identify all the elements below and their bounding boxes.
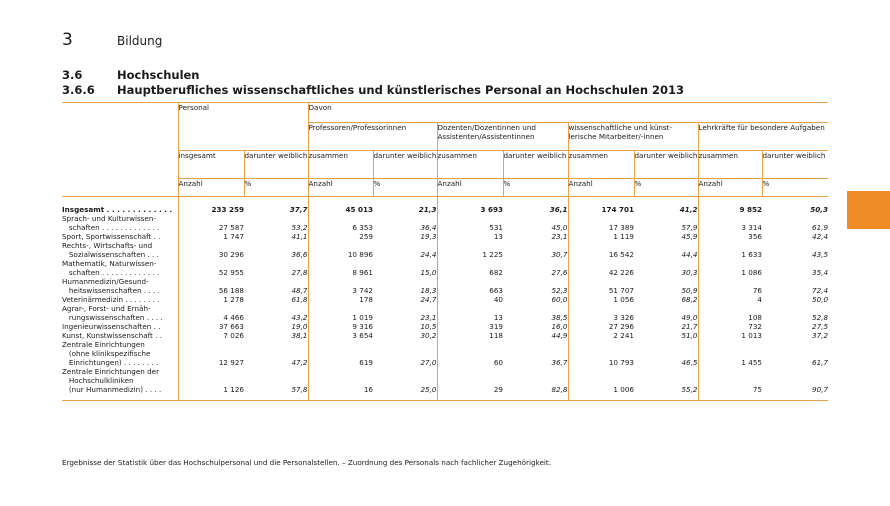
table-body xyxy=(62,205,828,394)
cell-count: 3 693 xyxy=(437,205,503,214)
cell-count: 30 296 xyxy=(178,241,244,259)
row-label-line: Einrichtungen) . . . . . . . . xyxy=(62,358,159,367)
header-group-dozenten: Dozenten/Dozentinnen und Assistenten/Assistentinnen xyxy=(437,123,568,151)
cell-count: 356 xyxy=(698,232,762,241)
cell-count: 3 654 xyxy=(308,331,373,340)
cell-percent: 27,8 xyxy=(291,268,308,277)
cell-percent: 42,4 xyxy=(812,232,829,241)
header-group-lehrkraefte: Lehrkräfte für besondere Aufgaben xyxy=(698,123,828,151)
cell-percent: 10,5 xyxy=(420,322,437,331)
cell-count: 259 xyxy=(308,232,373,241)
cell-percent: 72,4 xyxy=(812,286,829,295)
row-label-line: Sozialwissenschaften . . . xyxy=(62,250,159,259)
header-zusammen: zusammen xyxy=(568,151,634,179)
header-zusammen: zusammen xyxy=(698,151,762,179)
cell-percent: 51,0 xyxy=(681,331,698,340)
cell-percent: 25,0 xyxy=(420,385,437,394)
cell-count: 1 019 xyxy=(308,304,373,322)
row-label xyxy=(62,367,178,394)
cell-count: 3 314 xyxy=(698,214,762,232)
table-row xyxy=(62,214,828,232)
cell-count: 56 188 xyxy=(178,277,244,295)
cell-percent: 50,3 xyxy=(810,205,829,214)
cell-percent: 21,7 xyxy=(681,322,698,331)
cell-count: 17 389 xyxy=(568,214,634,232)
cell-count: 37 663 xyxy=(178,322,244,331)
cell-count: 8 961 xyxy=(308,259,373,277)
cell-percent: 21,3 xyxy=(418,205,437,214)
chapter-title: Bildung xyxy=(117,34,163,48)
cell-percent: 41,2 xyxy=(679,205,698,214)
row-label xyxy=(62,259,178,277)
cell-percent: 57,9 xyxy=(681,223,698,232)
row-label-line: Zentrale Einrichtungen der xyxy=(62,367,160,376)
cell-count: 682 xyxy=(437,259,503,277)
header-darunter: darunter weiblich xyxy=(634,151,698,179)
table-row xyxy=(62,322,828,331)
cell-count: 1 119 xyxy=(568,232,634,241)
cell-count: 10 793 xyxy=(568,340,634,367)
cell-percent: 38,1 xyxy=(291,331,308,340)
cell-percent: 57,8 xyxy=(291,385,308,394)
chapter-number: 3 xyxy=(62,30,73,50)
row-label-line: (ohne klinikspezifische xyxy=(62,349,151,358)
header-darunter: darunter weiblich xyxy=(762,151,828,179)
cell-percent: 52,8 xyxy=(812,313,829,322)
cell-percent: 68,2 xyxy=(681,295,698,304)
chapter-tab-marker xyxy=(847,191,890,229)
cell-count: 16 xyxy=(308,367,373,394)
header-unit-pct: % xyxy=(244,179,308,197)
cell-count: 1 225 xyxy=(437,241,503,259)
row-label-line: Zentrale Einrichtungen xyxy=(62,340,145,349)
row-label-line: (nur Humanmedizin) . . . . xyxy=(62,385,162,394)
cell-percent: 27,5 xyxy=(812,322,829,331)
row-label-line: schaften . . . . . . . . . . . . . xyxy=(62,223,160,232)
row-label xyxy=(62,205,178,214)
cell-percent: 36,1 xyxy=(549,205,568,214)
cell-count: 3 742 xyxy=(308,277,373,295)
row-label-line: Sport, Sportwissenschaft . . xyxy=(62,232,161,241)
cell-percent: 15,0 xyxy=(420,268,437,277)
cell-percent: 19,0 xyxy=(291,322,308,331)
cell-percent: 16,0 xyxy=(551,322,568,331)
cell-percent: 38,5 xyxy=(551,313,568,322)
cell-count: 76 xyxy=(698,277,762,295)
cell-percent: 61,7 xyxy=(812,358,829,367)
cell-count: 319 xyxy=(437,322,503,331)
header-zusammen: zusammen xyxy=(437,151,503,179)
cell-count: 75 xyxy=(698,367,762,394)
cell-percent: 19,3 xyxy=(420,232,437,241)
row-label xyxy=(62,232,178,241)
cell-count: 531 xyxy=(437,214,503,232)
subsection-title: Hauptberufliches wissenschaftliches und künstlerisches Personal an Hochschulen 2013 xyxy=(117,83,685,97)
cell-count: 10 896 xyxy=(308,241,373,259)
cell-percent: 37,2 xyxy=(812,331,829,340)
cell-percent: 53,2 xyxy=(291,223,308,232)
cell-percent: 60,0 xyxy=(551,295,568,304)
cell-percent: 18,3 xyxy=(420,286,437,295)
table-row xyxy=(62,232,828,241)
header-insgesamt: insgesamt xyxy=(178,151,244,179)
row-label-line: Hochschulkliniken xyxy=(62,376,134,385)
cell-percent: 61,8 xyxy=(291,295,308,304)
table-row xyxy=(62,277,828,295)
header-davon: Davon xyxy=(308,103,828,123)
cell-count: 6 353 xyxy=(308,214,373,232)
table-header xyxy=(62,103,828,206)
cell-count: 1 056 xyxy=(568,295,634,304)
cell-percent: 35,4 xyxy=(812,268,829,277)
row-label-line: Mathematik, Naturwissen- xyxy=(62,259,157,268)
cell-count: 1 086 xyxy=(698,259,762,277)
cell-count: 1 455 xyxy=(698,340,762,367)
cell-percent: 27,6 xyxy=(551,268,568,277)
cell-count: 27 296 xyxy=(568,322,634,331)
cell-count: 178 xyxy=(308,295,373,304)
cell-percent: 43,2 xyxy=(291,313,308,322)
header-darunter: darunter weiblich xyxy=(244,151,308,179)
cell-count: 52 955 xyxy=(178,259,244,277)
row-label-line: Agrar-, Forst- und Ernäh- xyxy=(62,304,151,313)
row-label-line: Ingenieurwissenschaften . . xyxy=(62,322,161,331)
cell-percent: 30,7 xyxy=(551,250,568,259)
cell-count: 619 xyxy=(308,340,373,367)
row-label xyxy=(62,295,178,304)
cell-count: 4 xyxy=(698,295,762,304)
row-label-line: rungswissenschaften . . . . xyxy=(62,313,163,322)
header-unit-anzahl: Anzahl xyxy=(568,179,634,197)
cell-percent: 27,0 xyxy=(420,358,437,367)
header-unit-anzahl: Anzahl xyxy=(698,179,762,197)
cell-count: 9 852 xyxy=(698,205,762,214)
cell-count: 233 259 xyxy=(178,205,244,214)
cell-count: 108 xyxy=(698,304,762,322)
cell-count: 13 xyxy=(437,232,503,241)
header-unit-anzahl: Anzahl xyxy=(437,179,503,197)
cell-percent: 30,3 xyxy=(681,268,698,277)
cell-percent: 82,8 xyxy=(551,385,568,394)
row-label-line: Rechts-, Wirtschafts- und xyxy=(62,241,153,250)
cell-percent: 45,9 xyxy=(681,232,698,241)
row-label-line: Insgesamt . . . . . . . . . . . . . xyxy=(62,205,173,214)
row-label xyxy=(62,214,178,232)
row-label-line: Sprach- und Kulturwissen- xyxy=(62,214,156,223)
header-group-professoren: Professoren/Professorinnen xyxy=(308,123,437,151)
cell-count: 12 927 xyxy=(178,340,244,367)
table-row xyxy=(62,304,828,322)
cell-count: 1 126 xyxy=(178,367,244,394)
cell-count: 60 xyxy=(437,340,503,367)
cell-percent: 24,7 xyxy=(420,295,437,304)
cell-count: 7 026 xyxy=(178,331,244,340)
cell-count: 663 xyxy=(437,277,503,295)
cell-percent: 61,9 xyxy=(812,223,829,232)
personnel-table xyxy=(62,102,828,401)
cell-count: 42 226 xyxy=(568,259,634,277)
cell-count: 1 006 xyxy=(568,367,634,394)
header-unit-anzahl: Anzahl xyxy=(178,179,244,197)
cell-count: 16 542 xyxy=(568,241,634,259)
row-label-line: heitswissenschaften . . . . xyxy=(62,286,160,295)
table-footnote: Ergebnisse der Statistik über das Hochschulpersonal und die Personalstellen. – Zuordnung des Personals nach fachlicher Zugehörigkeit. xyxy=(62,458,551,467)
section-number: 3.6 xyxy=(62,68,83,82)
table-row xyxy=(62,331,828,340)
cell-percent: 50,9 xyxy=(681,286,698,295)
cell-count: 732 xyxy=(698,322,762,331)
row-label xyxy=(62,340,178,367)
header-unit-anzahl: Anzahl xyxy=(308,179,373,197)
cell-percent: 36,4 xyxy=(420,223,437,232)
header-unit-pct: % xyxy=(634,179,698,197)
cell-percent: 24,4 xyxy=(420,250,437,259)
cell-count: 9 316 xyxy=(308,322,373,331)
cell-percent: 30,2 xyxy=(420,331,437,340)
cell-percent: 45,0 xyxy=(551,223,568,232)
table-row xyxy=(62,241,828,259)
cell-count: 13 xyxy=(437,304,503,322)
cell-percent: 44,4 xyxy=(681,250,698,259)
cell-count: 40 xyxy=(437,295,503,304)
cell-percent: 47,2 xyxy=(291,358,308,367)
row-label xyxy=(62,241,178,259)
header-darunter: darunter weiblich xyxy=(373,151,437,179)
cell-percent: 46,5 xyxy=(681,358,698,367)
header-group-mitarbeiter: wissenschaftliche und künst-lerische Mitarbeiter/-innen xyxy=(568,123,698,151)
header-personal: Personal xyxy=(178,103,308,123)
table-row xyxy=(62,295,828,304)
cell-count: 51 707 xyxy=(568,277,634,295)
row-label-line: Veterinärmedizin . . . . . . . . xyxy=(62,295,160,304)
cell-count: 4 466 xyxy=(178,304,244,322)
header-unit-pct: % xyxy=(503,179,568,197)
row-label-line: schaften . . . . . . . . . . . . . xyxy=(62,268,160,277)
cell-percent: 36,7 xyxy=(551,358,568,367)
cell-count: 45 013 xyxy=(308,205,373,214)
cell-count: 118 xyxy=(437,331,503,340)
table-row xyxy=(62,205,828,214)
cell-count: 1 013 xyxy=(698,331,762,340)
cell-percent: 23,1 xyxy=(551,232,568,241)
cell-percent: 52,3 xyxy=(551,286,568,295)
cell-count: 1 633 xyxy=(698,241,762,259)
cell-percent: 43,5 xyxy=(812,250,829,259)
cell-percent: 48,7 xyxy=(291,286,308,295)
table-row xyxy=(62,259,828,277)
subsection-number: 3.6.6 xyxy=(62,83,95,97)
cell-count: 174 701 xyxy=(568,205,634,214)
row-label xyxy=(62,277,178,295)
row-label xyxy=(62,304,178,322)
cell-percent: 41,1 xyxy=(291,232,308,241)
cell-percent: 90,7 xyxy=(812,385,829,394)
table-row xyxy=(62,367,828,394)
row-label-line: Humanmedizin/Gesund- xyxy=(62,277,149,286)
row-label-line: Kunst, Kunstwissenschaft . . xyxy=(62,331,162,340)
row-label xyxy=(62,322,178,331)
cell-percent: 23,1 xyxy=(420,313,437,322)
cell-count: 27 587 xyxy=(178,214,244,232)
cell-percent: 44,9 xyxy=(551,331,568,340)
cell-count: 1 747 xyxy=(178,232,244,241)
cell-percent: 37,7 xyxy=(289,205,308,214)
cell-count: 3 326 xyxy=(568,304,634,322)
cell-percent: 55,2 xyxy=(681,385,698,394)
header-darunter: darunter weiblich xyxy=(503,151,568,179)
header-unit-pct: % xyxy=(762,179,828,197)
header-unit-pct: % xyxy=(373,179,437,197)
row-label xyxy=(62,331,178,340)
cell-count: 29 xyxy=(437,367,503,394)
table-row xyxy=(62,340,828,367)
cell-count: 2 241 xyxy=(568,331,634,340)
cell-percent: 49,0 xyxy=(681,313,698,322)
section-title: Hochschulen xyxy=(117,68,200,82)
header-zusammen: zusammen xyxy=(308,151,373,179)
cell-percent: 36,6 xyxy=(291,250,308,259)
cell-count: 1 278 xyxy=(178,295,244,304)
cell-percent: 50,0 xyxy=(812,295,829,304)
